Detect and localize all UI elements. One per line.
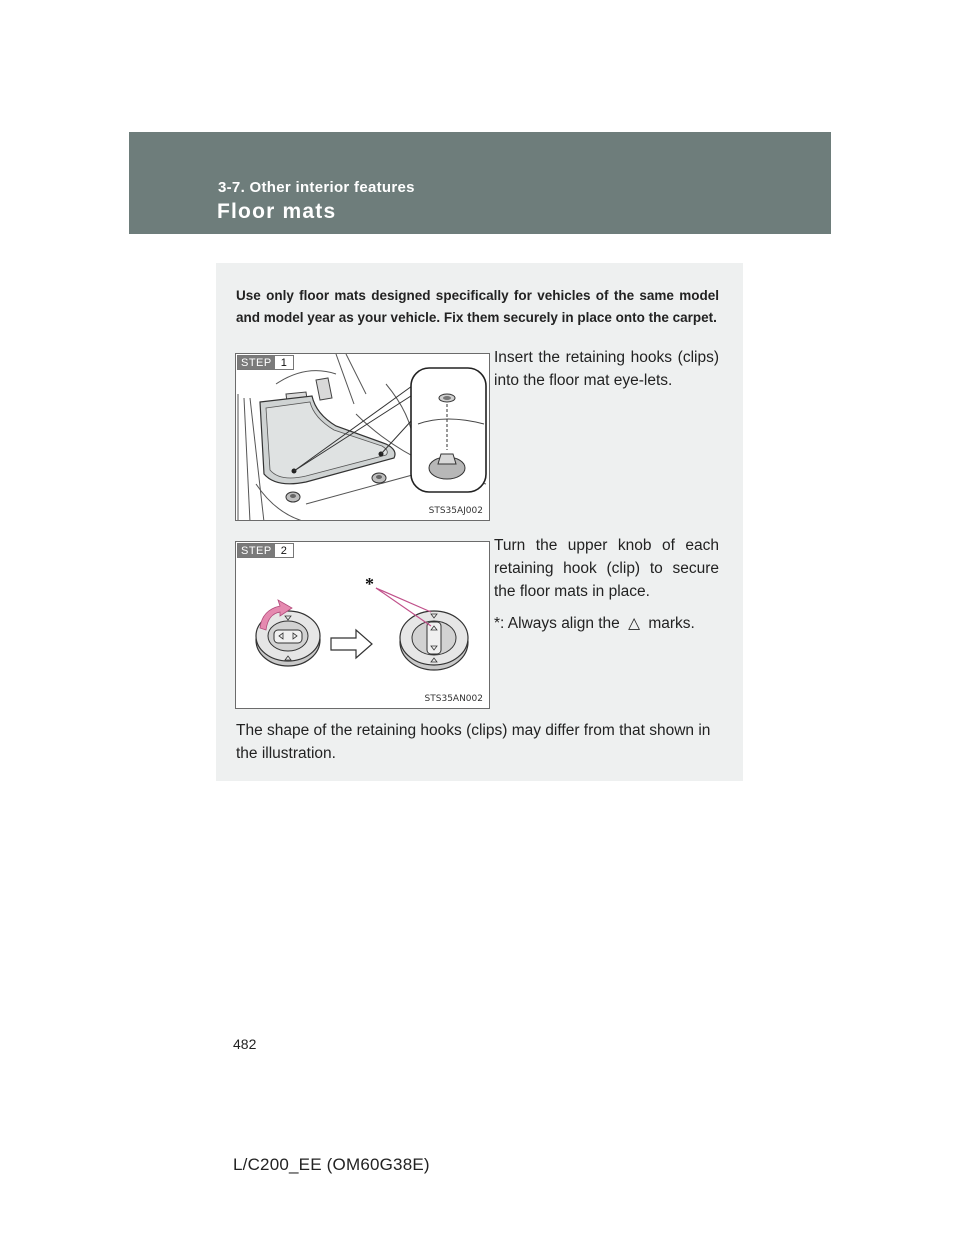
- step-1-text: Insert the retaining hooks (clips) into the floor mat eye-lets.: [494, 349, 719, 389]
- page-title: Floor mats: [217, 200, 337, 223]
- note-prefix: *: Always align the: [494, 615, 625, 632]
- page-header: [129, 132, 831, 234]
- step-badge-number: 1: [275, 356, 293, 369]
- outro-text: The shape of the retaining hooks (clips) may differ from that shown in the illustration.: [236, 722, 711, 762]
- step-2-illustration: [235, 541, 490, 709]
- section-label: 3-7. Other interior features: [218, 179, 415, 196]
- hook-knob-drawing: [236, 542, 490, 709]
- step-badge-word: STEP: [238, 356, 275, 369]
- figure-code: STS35AJ002: [428, 506, 483, 516]
- floor-mat-hook-drawing: [236, 354, 490, 521]
- step-2-badge: [237, 543, 294, 558]
- content-panel: [216, 263, 743, 781]
- alignment-note: [494, 612, 724, 635]
- figure-code: STS35AN002: [424, 694, 483, 704]
- step-1-illustration: [235, 353, 490, 521]
- intro-text: Use only floor mats designed specifically for vehicles of the same model and model year as your vehicle. Fix them securely in place onto the carpet.: [236, 288, 719, 325]
- step-badge-word: STEP: [238, 544, 275, 557]
- model-code: L/C200_EE (OM60G38E): [233, 1155, 430, 1174]
- asterisk-callout: *: [365, 574, 374, 594]
- step-badge-number: 2: [275, 544, 293, 557]
- note-suffix: marks.: [644, 615, 695, 632]
- step-2-text: Turn the upper knob of each retaining hook (clip) to secure the floor mats in place.: [494, 537, 719, 600]
- step-1-badge: [237, 355, 294, 370]
- page-number: 482: [233, 1036, 257, 1052]
- triangle-mark-icon: △: [628, 615, 641, 632]
